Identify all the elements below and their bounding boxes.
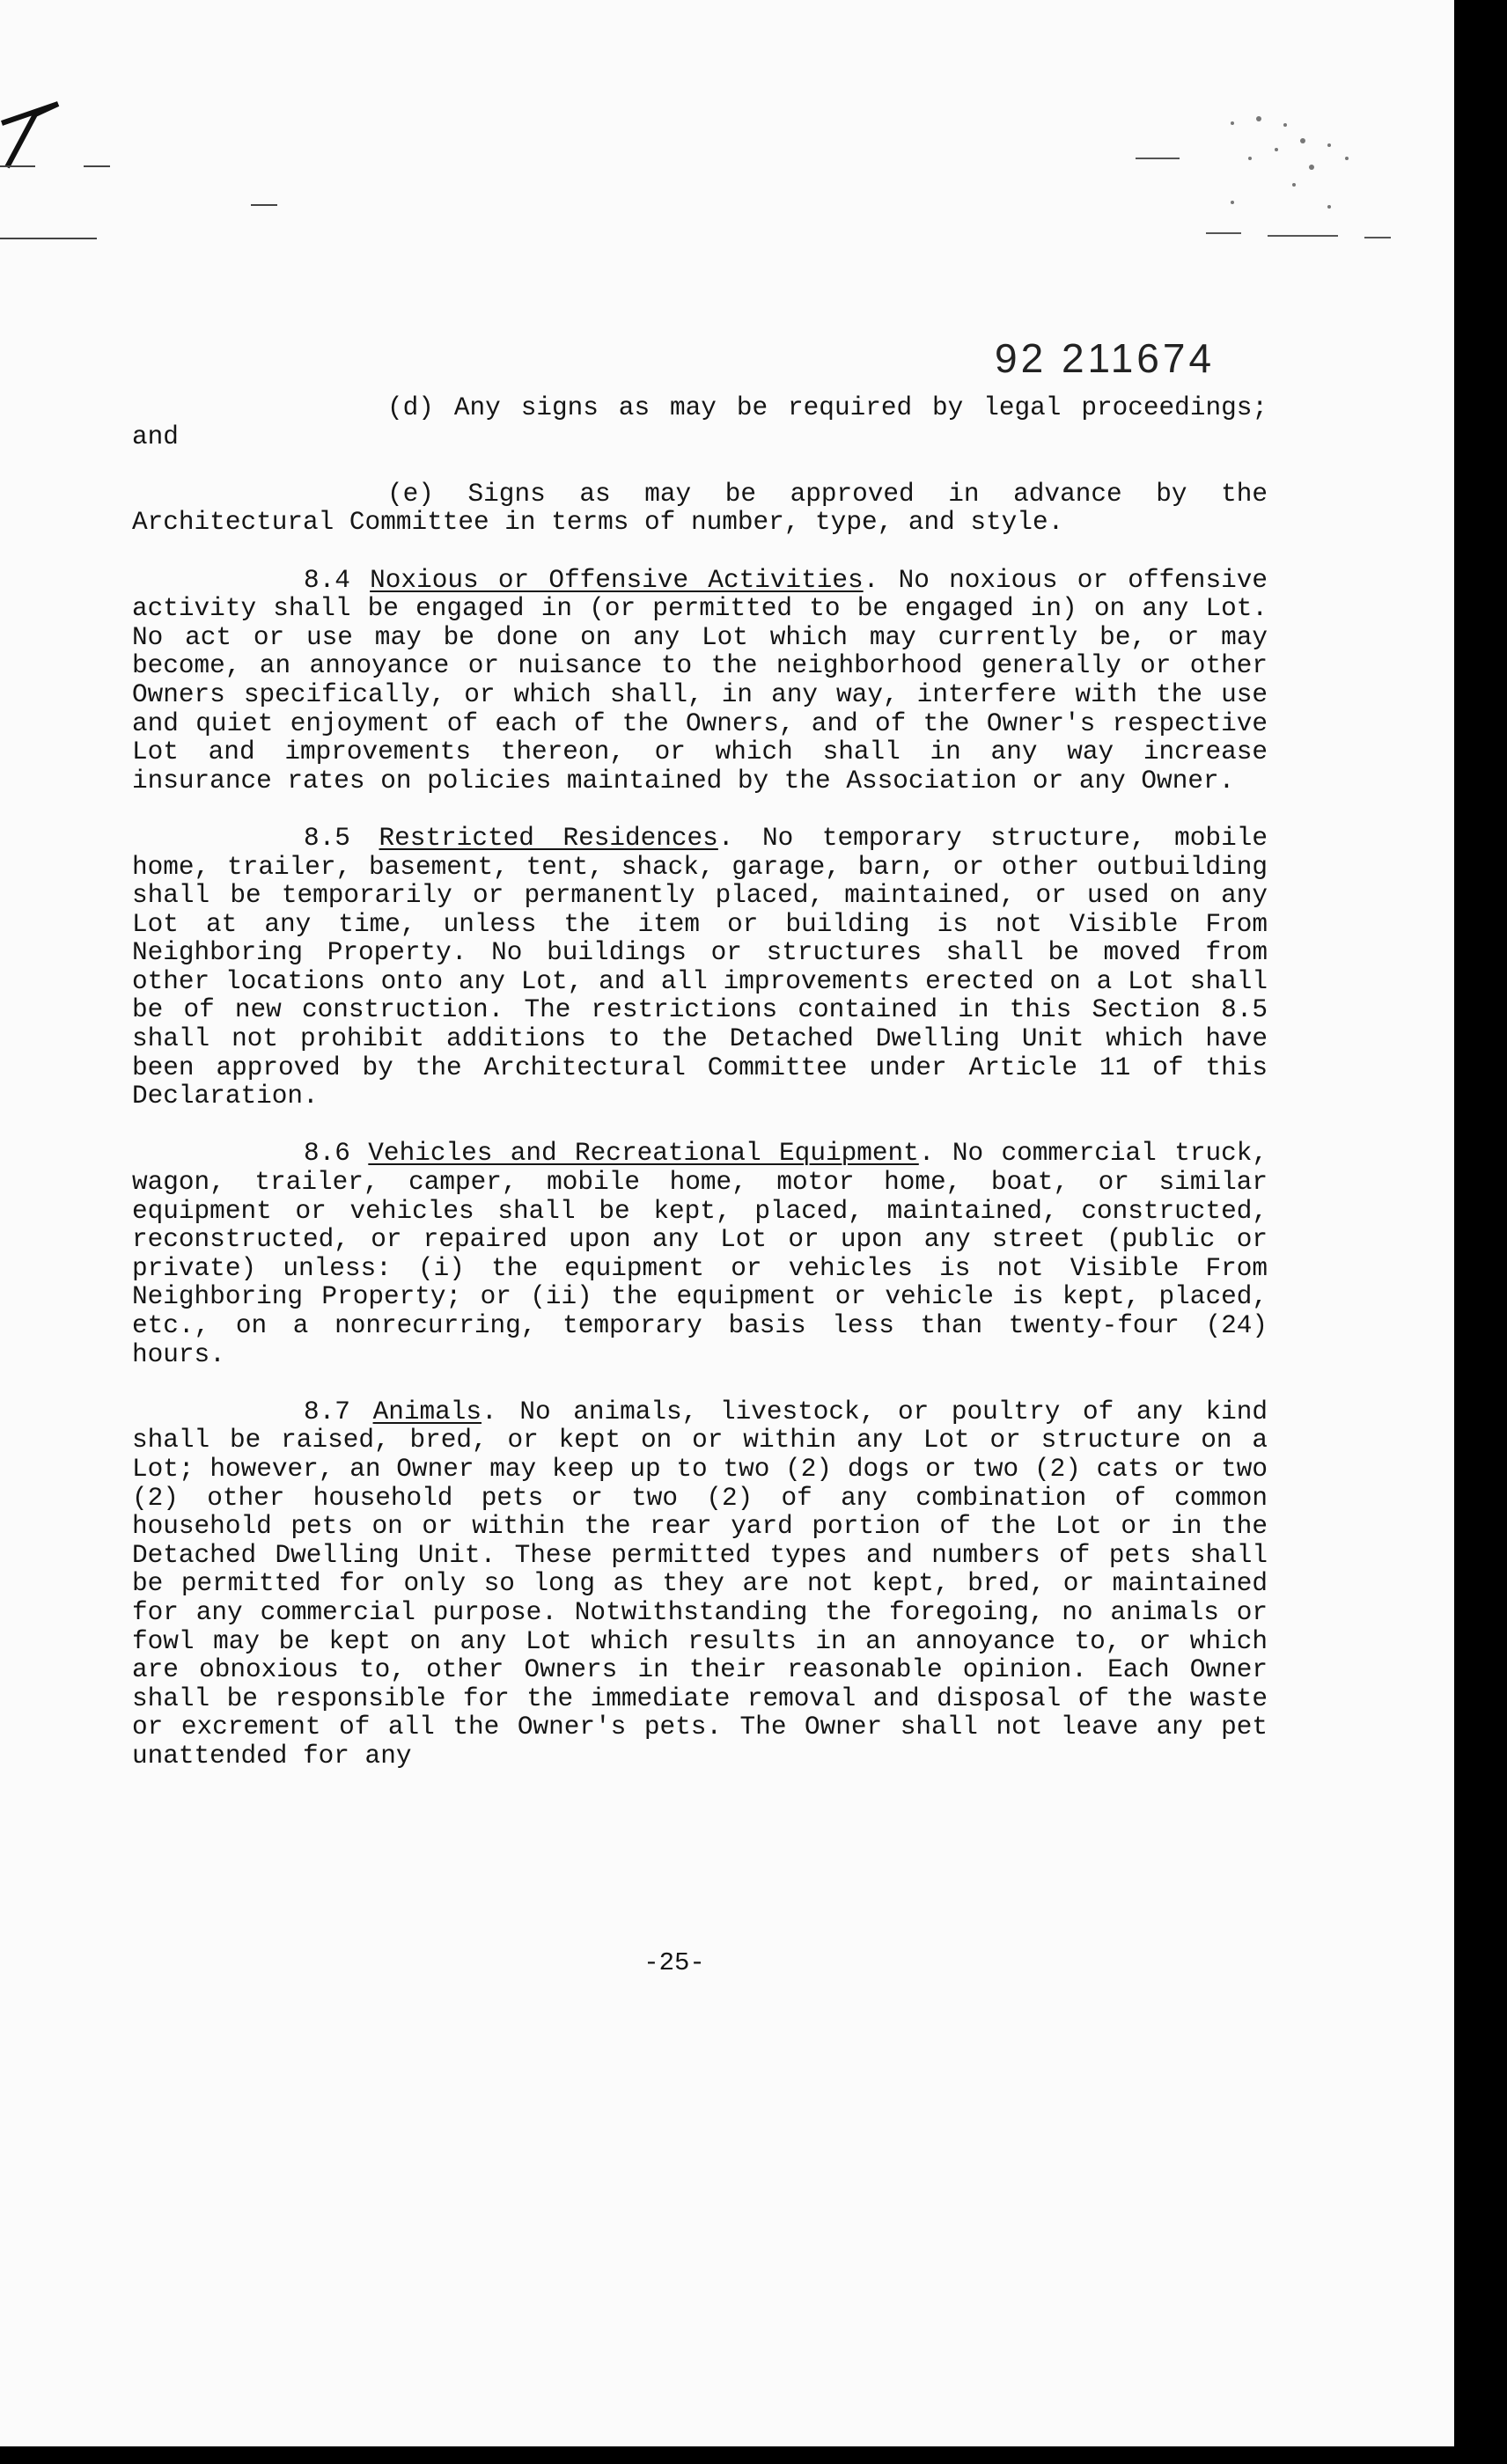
section-heading: Noxious or Offensive Activities (370, 565, 864, 595)
section-body: No temporary structure, mobile home, trailer, basement, tent, shack, garage, barn, or other outbuilding shall be temporarily or permanently placed, maintained, or used on any Lot at any time, unless the item or building is not Visible From Neighboring Property. No buildings or structures shall be moved from other locations onto any Lot, and all improvements erected on a Lot shall be of new construction. The restrictions contained in this Section 8.5 shall not prohibit additions to the Detached Dwelling Unit which have been approved by the Architectural Committee under Article 11 of this Declaration. (132, 823, 1268, 1111)
section-heading: Animals (372, 1397, 482, 1426)
item-e-text: Signs as may be approved in advance by the Architectural Committee in terms of number, type, and style. (132, 479, 1268, 538)
section-8-5: 8.5 Restricted Residences. No temporary structure, mobile home, trailer, basement, tent, shack, garage, barn, or other outbuilding shall be temporarily or permanently placed, maintained, or used on any Lot at any time, unless the item or building is not Visible From Neighboring Property. No buildings or structures shall be moved from other locations onto any Lot, and all improvements erected on a Lot shall be of new construction. The restrictions contained in this Section 8.5 shall not prohibit additions to the Detached Dwelling Unit which have been approved by the Architectural Committee under Article 11 of this Declaration. (132, 823, 1268, 1111)
item-d-lead: (d) (387, 393, 434, 422)
scan-border-bottom (0, 2446, 1507, 2464)
scan-border-right (1454, 0, 1507, 2464)
item-e (132, 480, 1268, 538)
section-body: No noxious or offensive activity shall be engaged in (or permitted to be engaged in) on any Lot. No act or use may be done on any Lot which may currently be, or may become, an annoyance or nuisance to the neighborhood generally or other Owners specifically, or which shall, in any way, interfere with the use and quiet enjoyment of each of the Owners, and of the Owner's respective Lot and improvements thereon, or which shall in any way increase insurance rates on policies maintained by the Association or any Owner. (132, 565, 1268, 796)
page-number (0, 1948, 1507, 1977)
section-number: 8.4 (304, 565, 350, 595)
document-body (132, 394, 1268, 1800)
faded-stamp-noise (1127, 106, 1391, 255)
section-8-7: 8.7 Animals. No animals, livestock, or poultry of any kind shall be raised, bred, or kept on or within any Lot or structure on a Lot; however, an Owner may keep up to two (2) dogs or two (2) cats or two (2) other household pets or two (2) of any combination of common household pets on or within the rear yard portion of the Lot or in the Detached Dwelling Unit. These permitted types and numbers of pets shall be permitted for only so long as they are not kept, bred, or maintained for any commercial purpose. Notwithstanding the foregoing, no animals or fowl may be kept on any Lot which results in an annoyance to, or which are obnoxious to, other Owners in their reasonable opinion. Each Owner shall be responsible for the immediate removal and disposal of the waste or excrement of all the Owner's pets. The Owner shall not leave any pet unattended for any (132, 1397, 1268, 1771)
scan-dash (0, 238, 97, 239)
section-8-4: 8.4 Noxious or Offensive Activities. No noxious or offensive activity shall be engaged in (or permitted to be engaged in) on any Lot. No act or use may be done on any Lot which may currently be, or may become, an annoyance or nuisance to the neighborhood generally or other Owners specifically, or which shall, in any way, interfere with the use and quiet enjoyment of each of the Owners, and of the Owner's respective Lot and improvements thereon, or which shall in any way increase insurance rates on policies maintained by the Association or any Owner. (132, 565, 1268, 796)
scan-dash (0, 165, 35, 167)
scan-dash (84, 165, 110, 167)
section-body: No animals, livestock, or poultry of any kind shall be raised, bred, or kept on or within any Lot or structure on a Lot; however, an Owner may keep up to two (2) dogs or two (2) cats or two (2) other household pets or two (2) of any combination of common household pets on or within the rear yard portion of the Lot or in the Detached Dwelling Unit. These permitted types and numbers of pets shall be permitted for only so long as they are not kept, bred, or maintained for any commercial purpose. Notwithstanding the foregoing, no animals or fowl may be kept on any Lot which results in an annoyance to, or which are obnoxious to, other Owners in their reasonable opinion. Each Owner shall be responsible for the immediate removal and disposal of the waste or excrement of all the Owner's pets. The Owner shall not leave any pet unattended for any (132, 1397, 1268, 1771)
section-number: 8.5 (304, 823, 350, 853)
corner-scan-mark (0, 97, 62, 176)
section-number: 8.6 (304, 1139, 350, 1169)
item-e-lead: (e) (387, 479, 434, 509)
item-d-text: Any signs as may be required by legal proceedings; and (132, 393, 1268, 451)
section-heading: Restricted Residences (379, 823, 718, 853)
item-d (132, 394, 1268, 451)
section-8-6: 8.6 Vehicles and Recreational Equipment. No commercial truck, wagon, trailer, camper, mobile home, motor home, boat, or similar equipment or vehicles shall be kept, placed, maintained, constructed, reconstructed, or repaired upon any Lot or upon any street (public or private) unless: (i) the equipment or vehicles is not Visible From Neighboring Property; or (ii) the equipment or vehicle is kept, placed, etc., on a nonrecurring, temporary basis less than twenty-four (24) hours. (132, 1139, 1268, 1369)
section-number: 8.7 (304, 1397, 350, 1426)
page-number-text: -25- (643, 1948, 705, 1977)
document-number: 92 211674 (995, 335, 1216, 381)
section-body: No commercial truck, wagon, trailer, camper, mobile home, motor home, boat, or similar equipment or vehicles shall be kept, placed, maintained, constructed, reconstructed, or repaired upon any Lot or upon any street (public or private) unless: (i) the equipment or vehicles is not Visible From Neighboring Property; or (ii) the equipment or vehicle is kept, placed, etc., on a nonrecurring, temporary basis less than twenty-four (24) hours. (132, 1139, 1268, 1369)
scan-dash (251, 204, 277, 206)
section-heading: Vehicles and Recreational Equipment (368, 1139, 919, 1169)
